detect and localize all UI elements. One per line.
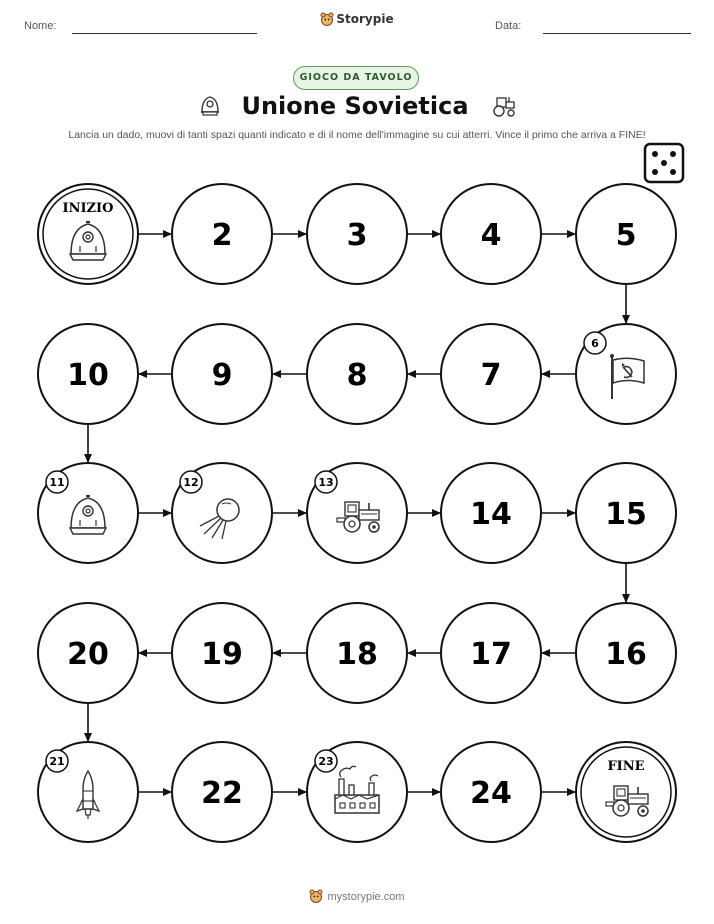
page-title: Unione Sovietica — [241, 92, 469, 120]
space-number: 8 — [346, 358, 368, 393]
board-space-25 — [576, 742, 676, 842]
space-number-badge: 6 — [591, 337, 599, 350]
board-cells — [38, 184, 676, 842]
board-space-3 — [307, 184, 407, 284]
space-number: 16 — [605, 637, 647, 672]
space-number: 22 — [201, 776, 243, 811]
space-number: 20 — [67, 637, 109, 672]
board-space-1 — [38, 184, 138, 284]
board-space-13 — [307, 463, 407, 563]
storypie-footer-logo-icon — [309, 889, 323, 903]
board-space-23 — [307, 742, 407, 842]
space-number: 7 — [480, 358, 502, 393]
board-space-7 — [441, 324, 541, 424]
space-number-badge: 12 — [183, 476, 199, 489]
space-number: 19 — [201, 637, 243, 672]
board-space-2 — [172, 184, 272, 284]
space-number: 2 — [211, 218, 233, 253]
space-number: 5 — [615, 218, 637, 253]
board-space-21 — [38, 742, 138, 842]
board-space-24 — [441, 742, 541, 842]
space-number-badge: 21 — [49, 755, 65, 768]
board-space-9 — [172, 324, 272, 424]
space-number-badge: 13 — [318, 476, 334, 489]
space-number: 14 — [470, 497, 512, 532]
board-space-18 — [307, 603, 407, 703]
board-space-6 — [576, 324, 676, 424]
board-space-22 — [172, 742, 272, 842]
board-space-17 — [441, 603, 541, 703]
name-label: Nome: — [24, 20, 57, 32]
game-type-badge: GIOCO DA TAVOLO — [293, 66, 419, 90]
space-label: FINE — [607, 759, 645, 774]
brand-name: Storypie — [336, 12, 394, 26]
instructions: Lancia un dado, muovi di tanti spazi quanti indicato e di il nome dell'immagine su cui atterri. Vince il primo che arriva a FINE! — [68, 129, 646, 141]
space-number: 3 — [346, 218, 368, 253]
space-number: 15 — [605, 497, 647, 532]
space-label: INIZIO — [62, 201, 114, 216]
footer-url: mystorypie.com — [327, 891, 405, 903]
space-number: 10 — [67, 358, 109, 393]
space-number-badge: 11 — [49, 476, 65, 489]
dice-icon — [645, 144, 683, 182]
board-space-4 — [441, 184, 541, 284]
space-number: 4 — [480, 218, 502, 253]
board-space-5 — [576, 184, 676, 284]
space-number: 9 — [211, 358, 233, 393]
space-number: 24 — [470, 776, 512, 811]
board-space-10 — [38, 324, 138, 424]
date-label: Data: — [495, 20, 522, 32]
space-number: 17 — [470, 637, 512, 672]
board-space-20 — [38, 603, 138, 703]
board-space-12 — [172, 463, 272, 563]
board-space-11 — [38, 463, 138, 563]
space-number-badge: 23 — [318, 755, 334, 768]
footer — [0, 889, 714, 903]
board-space-19 — [172, 603, 272, 703]
board-space-8 — [307, 324, 407, 424]
board-space-16 — [576, 603, 676, 703]
board-space-15 — [576, 463, 676, 563]
space-number: 18 — [336, 637, 378, 672]
board-space-14 — [441, 463, 541, 563]
